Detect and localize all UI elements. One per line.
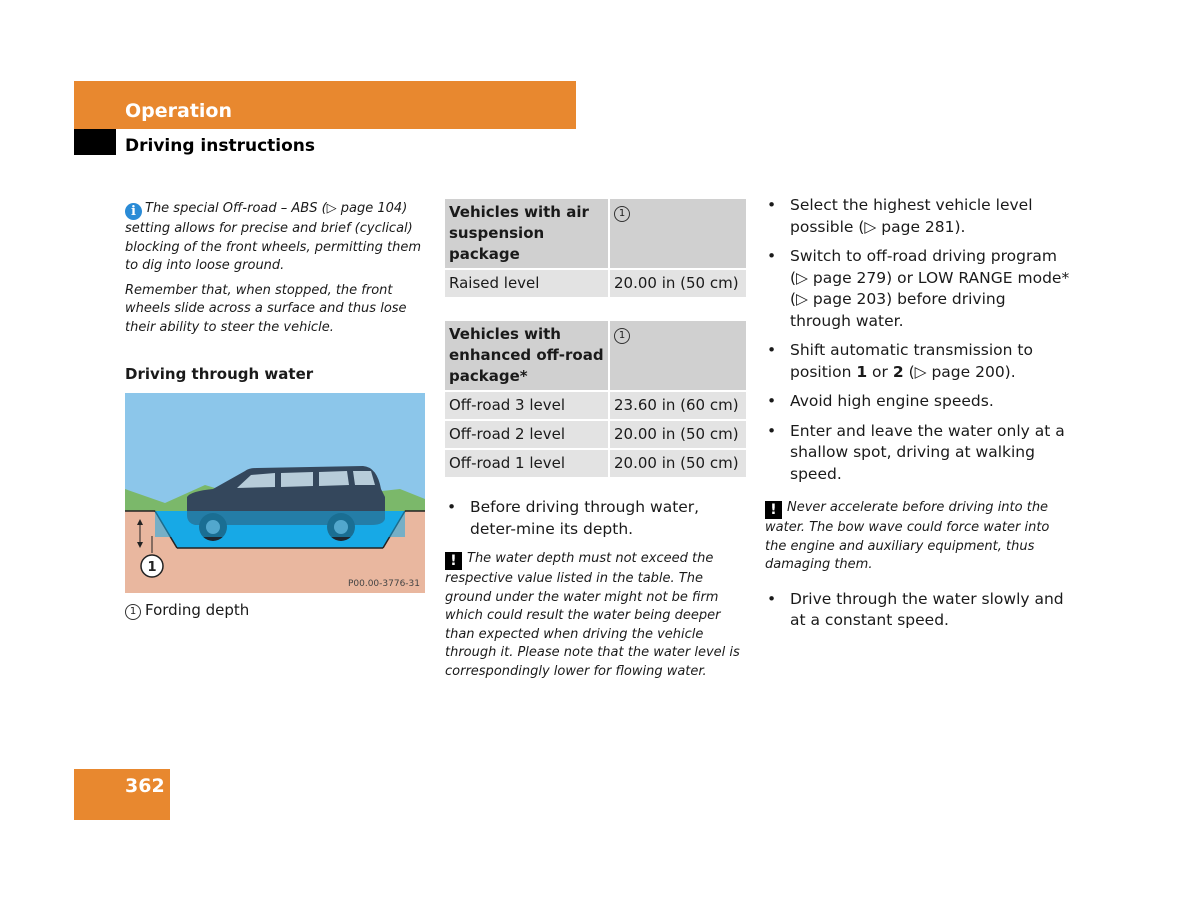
column-marker-1: 1 bbox=[614, 206, 630, 222]
list-item-text: Shift automatic transmission to position bbox=[790, 341, 1033, 381]
row-value: 20.00 in (50 cm) bbox=[610, 268, 746, 297]
column-left bbox=[125, 200, 425, 620]
row-label: Off-road 2 level bbox=[445, 419, 610, 448]
list-item bbox=[765, 340, 1070, 383]
right-bullet-list-2 bbox=[765, 589, 1070, 632]
middle-bullet-list bbox=[445, 497, 746, 540]
list-item: • Enter and leave the water only at a shallow spot, driving at walking speed. bbox=[765, 421, 1070, 486]
warning-note bbox=[765, 499, 1070, 575]
table-row bbox=[445, 419, 746, 448]
subsection-title: Driving instructions bbox=[125, 136, 316, 156]
row-label: Off-road 1 level bbox=[445, 448, 610, 477]
row-value: 20.00 in (50 cm) bbox=[610, 419, 746, 448]
figure-callout-1: 1 bbox=[147, 560, 157, 575]
enhanced-offroad-table bbox=[445, 321, 746, 477]
info-note-text: The special Off-road – ABS (▷ page 104) setting allows for precise and brief (cyclical) blocking of the front wheels, permitting them to dig into loose ground. bbox=[125, 201, 422, 273]
table-row bbox=[445, 448, 746, 477]
list-item: • Drive through the water slowly and at a constant speed. bbox=[765, 589, 1070, 632]
list-item-text: or bbox=[867, 362, 893, 381]
warning-note bbox=[445, 550, 746, 681]
row-label: Off-road 3 level bbox=[445, 390, 610, 419]
table-header-value bbox=[610, 321, 746, 390]
air-suspension-table bbox=[445, 199, 746, 297]
list-item: • Select the highest vehicle level possible (▷ page 281). bbox=[765, 195, 1070, 238]
list-item: • Avoid high engine speeds. bbox=[765, 391, 1070, 413]
list-item: • Before driving through water, deter-mine its depth. bbox=[445, 497, 746, 540]
section-title: Operation bbox=[125, 100, 233, 122]
table-header-row bbox=[445, 321, 746, 390]
driving-through-water-heading: Driving through water bbox=[125, 365, 314, 383]
fording-depth-illustration bbox=[125, 393, 425, 593]
list-item: • Switch to off-road driving program (▷ page 279) or LOW RANGE mode* (▷ page 203) before driving through water. bbox=[765, 246, 1070, 332]
column-right bbox=[765, 195, 1070, 640]
column-marker-1: 1 bbox=[614, 328, 630, 344]
fording-illustration-svg bbox=[125, 393, 425, 593]
right-bullet-list bbox=[765, 195, 1070, 485]
info-icon: i bbox=[125, 203, 142, 220]
info-note-continued: Remember that, when stopped, the front wheels slide across a surface and thus lose their ability to steer the vehicle. bbox=[125, 282, 407, 335]
subsection-marker bbox=[74, 129, 116, 155]
row-value: 23.60 in (60 cm) bbox=[610, 390, 746, 419]
figure-code: P00.00-3776-31 bbox=[347, 579, 420, 589]
caption-number: 1 bbox=[125, 604, 141, 620]
list-item-text: (▷ page 200). bbox=[903, 362, 1016, 381]
figure-caption bbox=[125, 601, 425, 620]
table-header-label: Vehicles with enhanced off-road package* bbox=[445, 321, 610, 390]
table-header-value bbox=[610, 199, 746, 268]
page-number: 362 bbox=[125, 775, 165, 797]
warning-icon: ! bbox=[765, 501, 782, 519]
gear-position-1: 1 bbox=[856, 362, 868, 381]
gear-position-2: 2 bbox=[892, 362, 904, 381]
row-label: Raised level bbox=[445, 268, 610, 297]
row-value: 20.00 in (50 cm) bbox=[610, 448, 746, 477]
warning-icon: ! bbox=[445, 552, 462, 570]
table-row bbox=[445, 390, 746, 419]
warning-text: Never accelerate before driving into the water. The bow wave could force water into the engine and auxiliary equipment, thus damaging them. bbox=[765, 500, 1050, 572]
table-header-row bbox=[445, 199, 746, 268]
column-middle bbox=[445, 199, 746, 681]
table-header-label: Vehicles with air suspension package bbox=[445, 199, 610, 268]
warning-text: The water depth must not exceed the respective value listed in the table. The ground under the water might not be firm which could result the water being deeper than expected when driving the vehicle through it. Please note that the water level is correspondingly lower for flowing water. bbox=[445, 551, 740, 679]
table-row bbox=[445, 268, 746, 297]
caption-text: Fording depth bbox=[145, 601, 250, 619]
info-note bbox=[125, 200, 425, 276]
